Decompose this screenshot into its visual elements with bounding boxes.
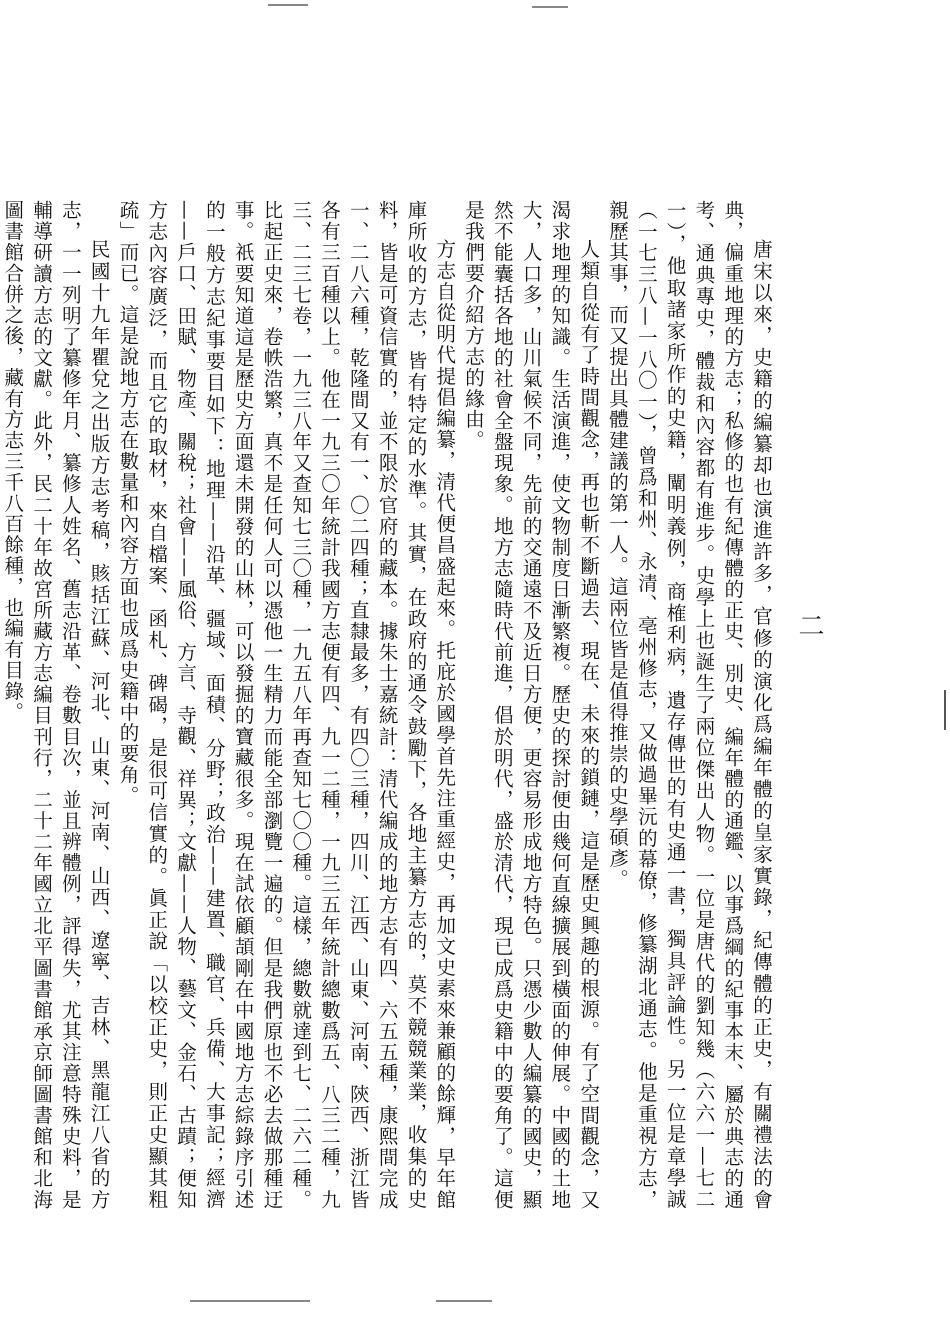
paragraph-4: 民國十九年瞿兌之出版方志考稿，賅括江蘇、河北、山東、河南、山西、遼寧、吉林、黑龍江八省的方志，一一列明了纂修年月、纂修人姓名、舊志沿革、卷數目次，並且辨體例，評得失，尤其注意特殊史料，是輔導研讀方志的文獻。此外，民二十年故宮所藏方志編目刊行，二十二年國立北平圖書館承京師圖書館和北海圖書館合併之後，藏有方志三千八百餘種，也編有目錄。 — [1, 200, 111, 1210]
paragraph-1: 唐宋以來，史籍的編纂却也演進許多，官修的演化爲編年體的皇家實錄，紀傳體的正史，有關禮法的會典，偏重地理的方志；私修的也有紀傳體的正史、別史、編年體的通鑑、以事爲綱的紀事本末、屬於典志的通考、通典專史，體裁和內容都有進步。史學上也誕生了兩位傑出人物。一位是唐代的劉知幾（六六一—七二一），他取諸家所作的史籍，闡明義例，商榷利病，遺存傳世的有史通一書，獨具評論性。另一位是章學誠（一七三八—一八〇一），曾爲和州、永清、亳州修志，又做過畢沅的幕僚，修纂湖北通志。他是重視方志，親歷其事，而又提出具體建議的第一人。這兩位皆是值得推崇的史學碩彥。 — [606, 200, 773, 1210]
bottom-scan-mark-right — [436, 1300, 492, 1302]
top-scan-mark-left — [268, 4, 308, 6]
top-scan-mark-right — [532, 6, 568, 8]
paragraph-3: 方志自從明代提倡編纂，清代便昌盛起來。托庇於國學首先注重經史，再加文史素來兼顧的餘輝，早年館庫所收的方志，皆有特定的水準。其實，在政府的通令鼓勵下，各地主纂方志的，莫不競競業業，收集的史料，皆是可資信實的，並不限於官府的藏本。據朱士嘉統計：清代編成的地方志有四、六五五種，康熙間完成一、二八六種，乾隆間又有一、〇二四種；直隸最多，有四〇三種，四川、江西、山東、河南、陝西、浙江皆各有三百種以上。他在一九三〇年統計我國方志便有四、九一二種，一九三五年統計總數爲五、八三二種，九三、二三七卷，一九三八年又查知七三〇種，一九五八年再查知七〇〇種。這樣，總數就達到七、二六二種。比起正史來，卷帙浩繁，真不是任何人可以憑他一生精力而能全部瀏覽一遍的。但是我們原也不必去做那種迂事。祇要知道這是歷史方面還未開發的山林，可以發掘的寶藏很多。現在試依顧頡剛在中國地方志綜錄序引述的一般方志紀事要目如下：地理——沿革、疆域、面積、分野；政治——建置、職官、兵備、大事記；經濟——戶口、田賦、物產、關稅；社會——風俗、方言、寺觀、祥異；文獻——人物、藝文、金石、古蹟；便知方志內容廣泛，而且它的取材，來自檔案、函札、碑碣，是很可信實的。眞正說「以校正史，則正史顯其粗疏」而已。這是說地方志在數量和內容方面也成爲史籍中的要角。 — [116, 200, 457, 1210]
right-scan-edge — [944, 690, 946, 730]
page-number: 二 — [794, 612, 824, 638]
body-text — [1, 200, 775, 1210]
paragraph-2: 人類自從有了時間觀念，再也斬不斷過去、現在、未來的鎖鏈，這是歷史興趣的根源。有了空間觀念，又渴求地理的知識。生活演進，使文物制度日漸繁複。歷史的探討便由幾何直線擴展到橫面的伸展。中國的土地大，人口多，山川氣候不同，先前的交通遠不及近日方便，更容易形成地方特色。只憑少數人編纂的國史，顯然不能囊括各地的社會全盤現象。地方志隨時代前進，倡於明代，盛於清代，現已成爲史籍中的要角了。這便是我們要介紹方志的緣由。 — [462, 200, 601, 1210]
bottom-scan-mark-left — [190, 1300, 310, 1302]
